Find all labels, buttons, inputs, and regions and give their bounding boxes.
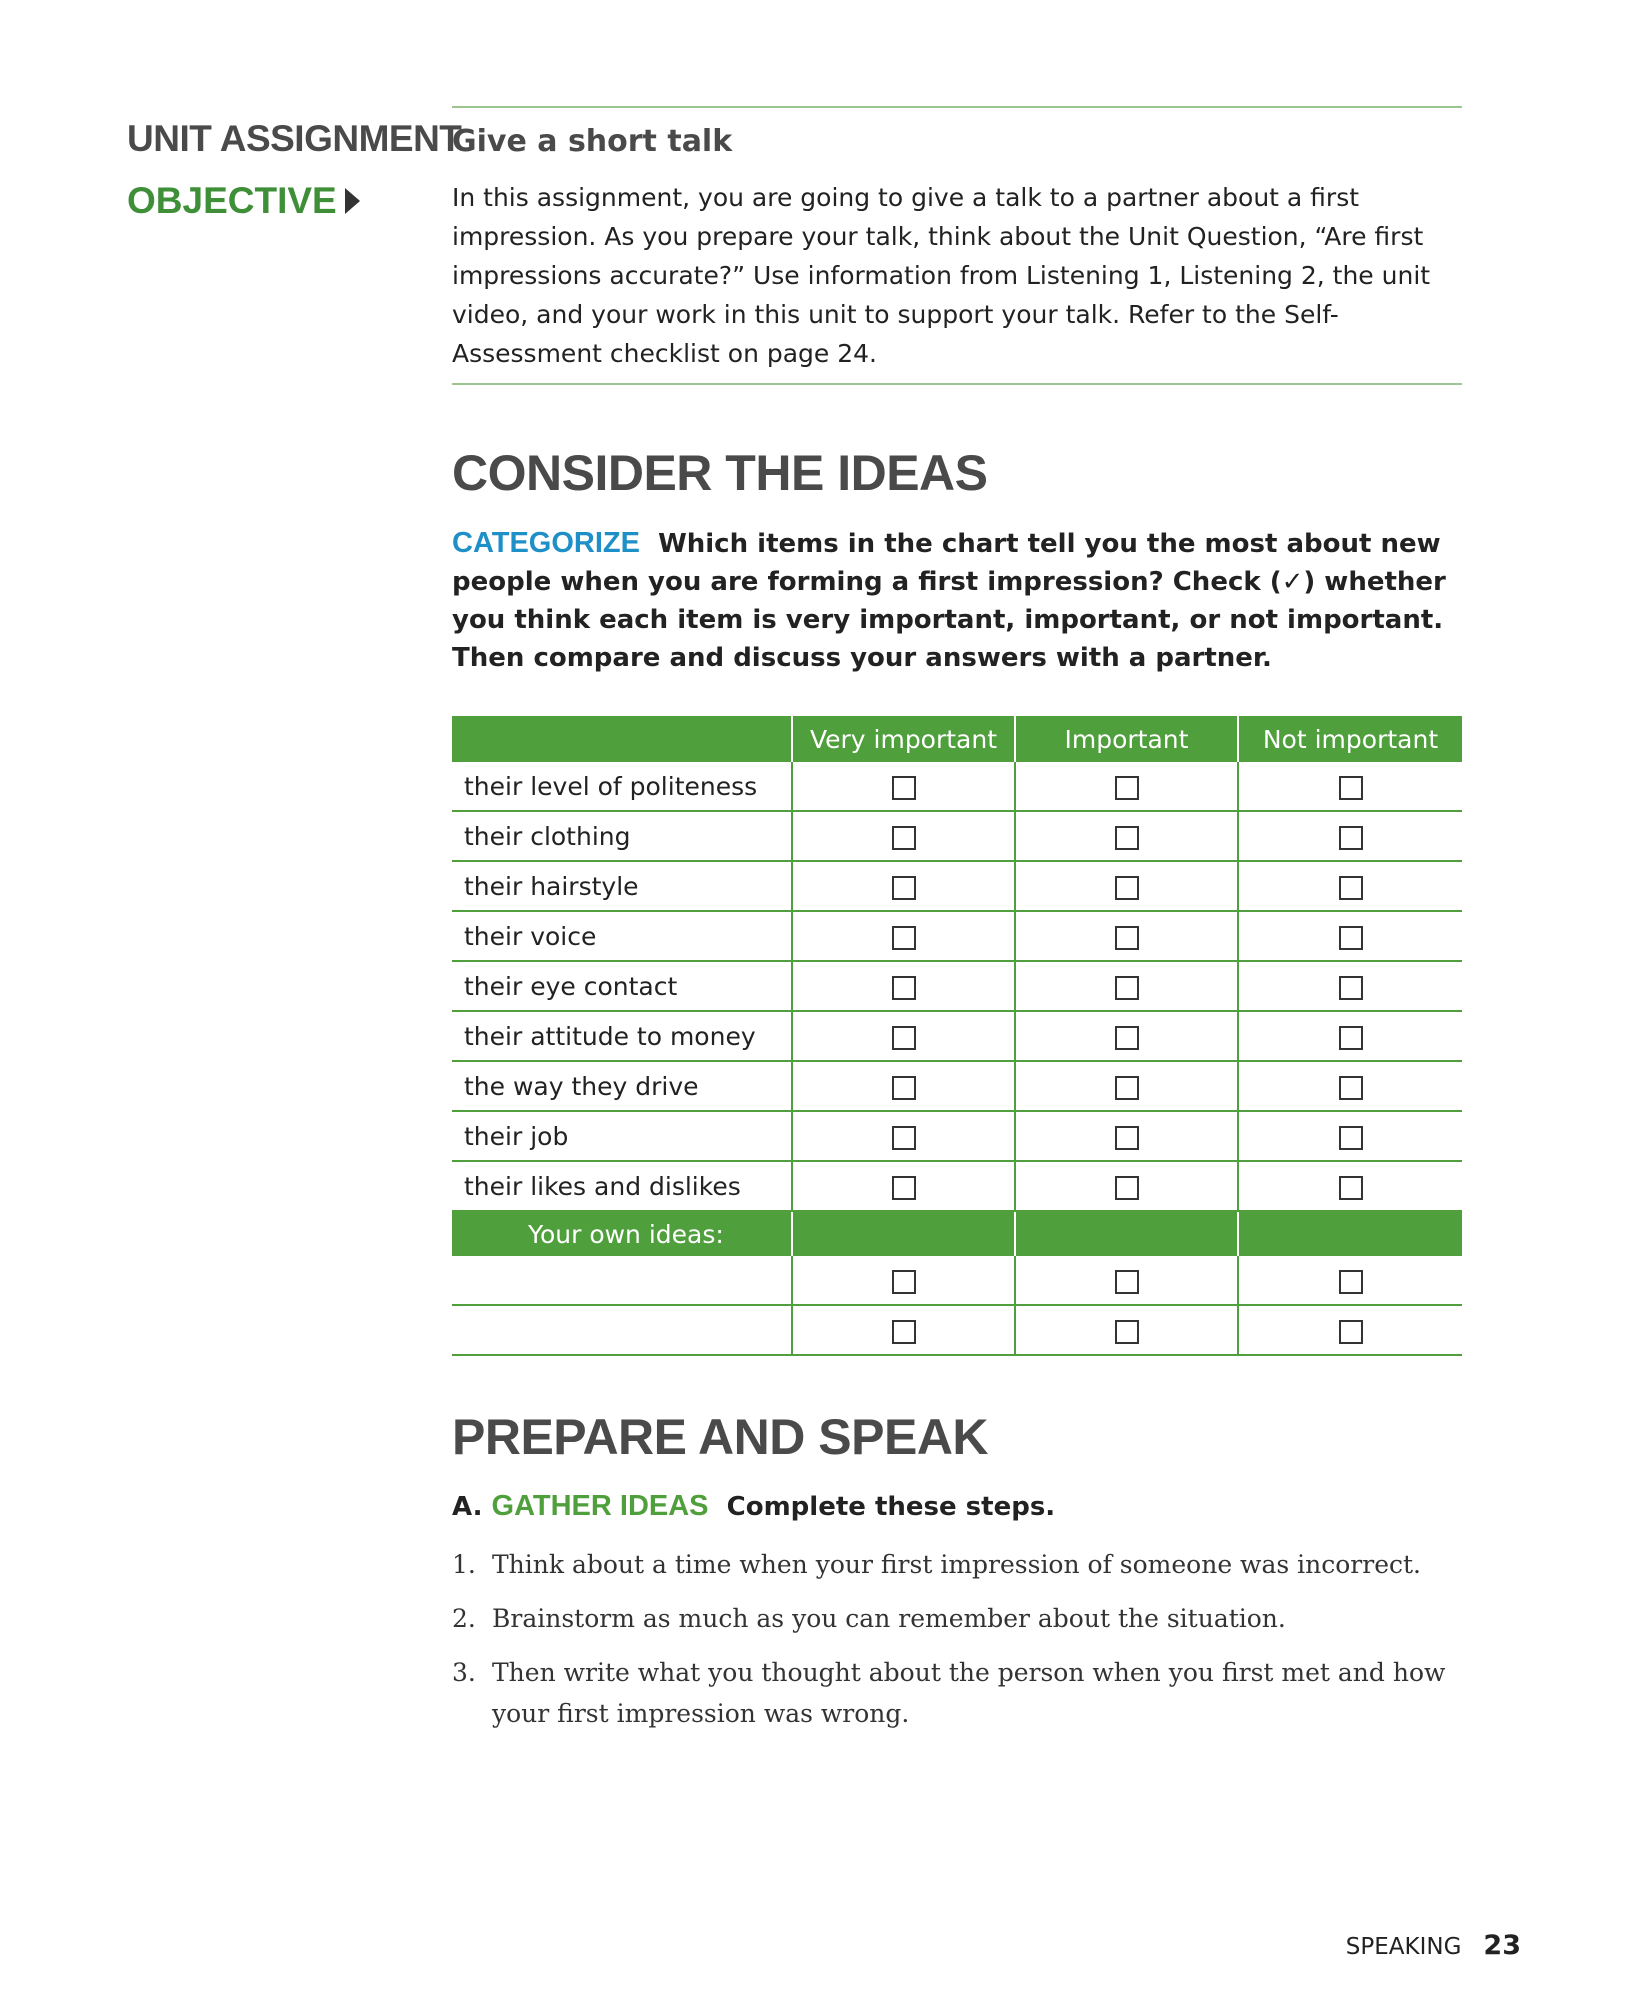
not-important-checkbox[interactable] [1339,826,1363,850]
important-checkbox[interactable] [1115,1126,1139,1150]
row-label [452,1305,792,1355]
important-checkbox[interactable] [1115,876,1139,900]
header-not-important: Not important [1238,716,1462,762]
not-important-checkbox[interactable] [1339,1026,1363,1050]
not-important-cell [1238,1061,1462,1111]
very-important-cell [792,1161,1015,1211]
step-text: Think about a time when your first impression of someone was incorrect. [492,1550,1421,1579]
not-important-checkbox[interactable] [1339,1076,1363,1100]
very-important-cell [792,1011,1015,1061]
row-label: their job [452,1111,792,1161]
important-cell [1015,1011,1238,1061]
objective-text: OBJECTIVE [127,180,337,221]
table-row [452,1061,1462,1111]
table-row [452,811,1462,861]
important-checkbox[interactable] [1115,1176,1139,1200]
step-number: 1. [452,1550,476,1579]
step-text: Brainstorm as much as you can remember about the situation. [492,1604,1286,1633]
very-important-checkbox[interactable] [892,1176,916,1200]
not-important-checkbox[interactable] [1339,776,1363,800]
not-important-cell [1238,1111,1462,1161]
table-row [452,1111,1462,1161]
left-column [127,118,461,222]
table-row [452,861,1462,911]
objective-label [127,180,461,222]
categorize-instruction [452,524,1462,677]
header-important: Important [1015,716,1238,762]
very-important-checkbox[interactable] [892,976,916,1000]
row-label [452,1256,792,1305]
not-important-checkbox[interactable] [1339,926,1363,950]
categorize-text: Which items in the chart tell you the most about new people when you are forming a first impression? Check (✓) whether you think each item is very important, important, or not important. Then compare and discuss your answers with a partner. [452,529,1446,673]
row-label: their hairstyle [452,861,792,911]
header-blank [452,716,792,762]
step-text: Then write what you thought about the person when you first met and how your first impression was wrong. [492,1658,1446,1728]
not-important-cell [1238,1011,1462,1061]
important-cell [1015,911,1238,961]
very-important-checkbox[interactable] [892,1320,916,1344]
not-important-cell [1238,1161,1462,1211]
unit-assignment-label: UNIT ASSIGNMENT [127,118,462,159]
important-checkbox[interactable] [1115,776,1139,800]
very-important-checkbox[interactable] [892,1270,916,1294]
not-important-checkbox[interactable] [1339,1176,1363,1200]
not-important-checkbox[interactable] [1339,1320,1363,1344]
table-row [452,1305,1462,1355]
very-important-checkbox[interactable] [892,826,916,850]
not-important-cell [1238,911,1462,961]
row-label: the way they drive [452,1061,792,1111]
not-important-cell [1238,1256,1462,1305]
list-item [452,1598,1462,1639]
important-checkbox[interactable] [1115,1270,1139,1294]
importance-chart [452,716,1462,1356]
row-label: their eye contact [452,961,792,1011]
row-label: their clothing [452,811,792,861]
important-cell [1015,1305,1238,1355]
not-important-checkbox[interactable] [1339,1270,1363,1294]
assignment-title: Give a short talk [452,124,733,159]
step-number: 3. [452,1658,476,1687]
not-important-cell [1238,861,1462,911]
own-ideas-header-cell [1015,1211,1238,1256]
chart-body [452,762,1462,1355]
own-ideas-header-cell [792,1211,1015,1256]
list-item [452,1544,1462,1585]
not-important-cell [1238,961,1462,1011]
play-triangle-icon [345,188,360,214]
important-cell [1015,762,1238,811]
categorize-keyword: CATEGORIZE [452,527,640,559]
own-ideas-header-cell [1238,1211,1462,1256]
very-important-cell [792,811,1015,861]
table-row [452,1161,1462,1211]
row-label: their voice [452,911,792,961]
header-very-important: Very important [792,716,1015,762]
very-important-cell [792,1111,1015,1161]
gather-ideas-keyword: GATHER IDEAS [491,1490,709,1522]
important-cell [1015,961,1238,1011]
consider-heading: CONSIDER THE IDEAS [452,445,988,501]
footer-section: SPEAKING [1345,1934,1462,1960]
list-item [452,1652,1462,1734]
very-important-cell [792,1061,1015,1111]
very-important-checkbox[interactable] [892,1126,916,1150]
table-row [452,1011,1462,1061]
steps-list [452,1544,1462,1747]
row-label: their likes and dislikes [452,1161,792,1211]
important-cell [1015,1256,1238,1305]
important-checkbox[interactable] [1115,926,1139,950]
important-cell [1015,811,1238,861]
table-row [452,1256,1462,1305]
very-important-checkbox[interactable] [892,1076,916,1100]
very-important-cell [792,961,1015,1011]
top-rule [452,106,1462,108]
not-important-checkbox[interactable] [1339,976,1363,1000]
not-important-cell [1238,811,1462,861]
bottom-rule [452,383,1462,385]
prepare-heading: PREPARE AND SPEAK [452,1409,989,1465]
important-checkbox[interactable] [1115,976,1139,1000]
own-ideas-label: Your own ideas: [452,1211,792,1256]
very-important-cell [792,861,1015,911]
table-row [452,961,1462,1011]
step-number: 2. [452,1604,476,1633]
very-important-cell [792,1256,1015,1305]
important-cell [1015,1111,1238,1161]
important-cell [1015,861,1238,911]
important-cell [1015,1061,1238,1111]
important-checkbox[interactable] [1115,1026,1139,1050]
row-label: their attitude to money [452,1011,792,1061]
very-important-checkbox[interactable] [892,776,916,800]
row-label: their level of politeness [452,762,792,811]
not-important-checkbox[interactable] [1339,876,1363,900]
very-important-cell [792,911,1015,961]
very-important-checkbox[interactable] [892,926,916,950]
important-checkbox[interactable] [1115,1076,1139,1100]
chart-header-row [452,716,1462,762]
very-important-checkbox[interactable] [892,1026,916,1050]
not-important-checkbox[interactable] [1339,1126,1363,1150]
not-important-cell [1238,762,1462,811]
important-cell [1015,1161,1238,1211]
very-important-checkbox[interactable] [892,876,916,900]
not-important-cell [1238,1305,1462,1355]
very-important-cell [792,762,1015,811]
page-number: 23 [1483,1930,1521,1961]
gather-ideas-text: Complete these steps. [726,1492,1056,1522]
very-important-cell [792,1305,1015,1355]
table-row [452,911,1462,961]
important-checkbox[interactable] [1115,1320,1139,1344]
gather-prefix: A. [452,1492,483,1522]
page-footer [1346,1930,1521,1961]
assignment-body: In this assignment, you are going to give a talk to a partner about a first impression. As you prepare your talk, think about the Unit Question, “Are first impressions accurate?” Use information from Listening 1, Listening 2, the unit video, and your work in this unit to support your talk. Refer to the Self-Assessment checklist on page 24. [452,183,1431,368]
table-row [452,762,1462,811]
important-checkbox[interactable] [1115,826,1139,850]
gather-ideas-instruction [452,1490,1055,1523]
own-ideas-row [452,1211,1462,1256]
